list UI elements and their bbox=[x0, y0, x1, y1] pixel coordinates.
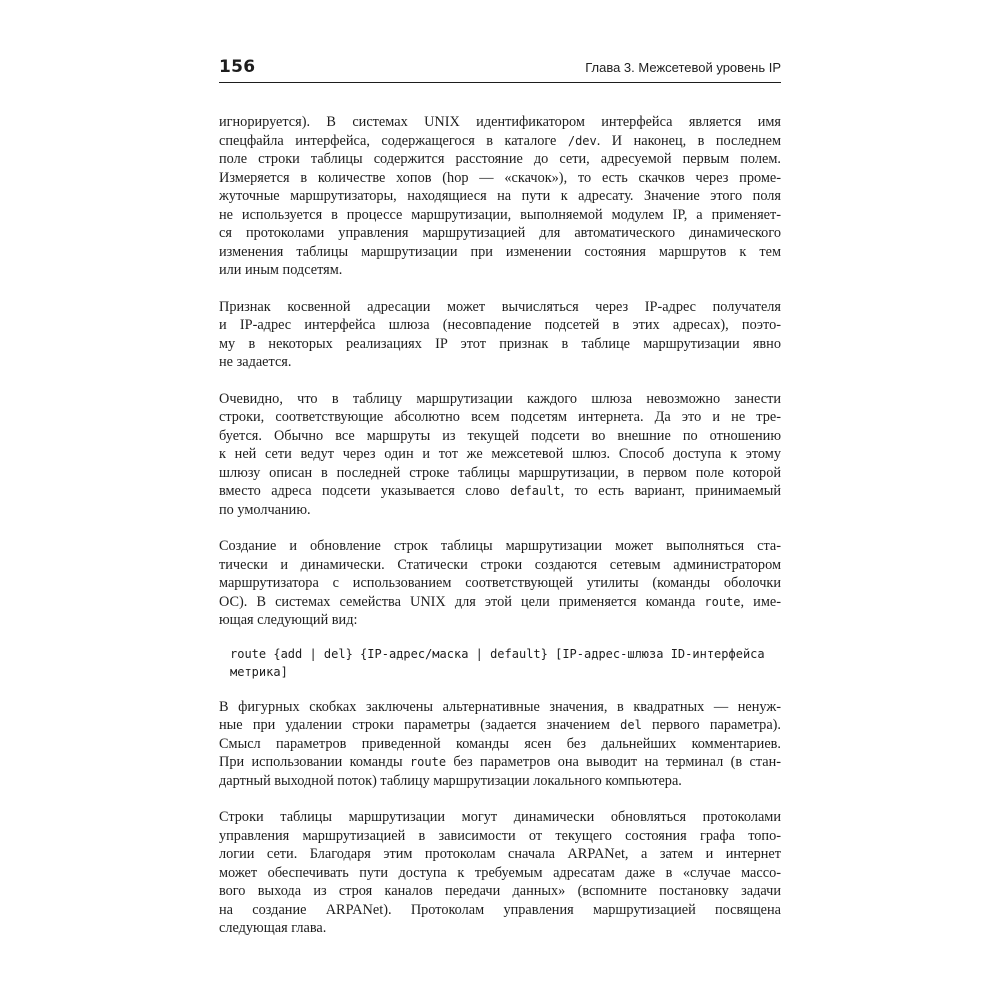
text-line: В фигурных скобках заключены альтернативные значения, в квадратных — ненуж- bbox=[219, 698, 781, 715]
text-segment: первого параметра). bbox=[641, 717, 781, 733]
text-line: игнорируется). В системах UNIX идентификатором интерфейса является имя bbox=[219, 114, 781, 130]
text-line: строки, соответствующие абсолютно всем подсетям интернета. Да это и не тре- bbox=[219, 409, 781, 425]
text-line: маршрутизатора с использованием соответствующей утилиты (команды оболочки bbox=[219, 575, 781, 591]
page-number: 156 bbox=[219, 57, 256, 77]
text-line bbox=[219, 132, 781, 151]
inline-code: route bbox=[704, 594, 741, 609]
text-segment: ОС). В системах семейства UNIX для этой цели применяется команда bbox=[219, 593, 705, 610]
page-body bbox=[219, 113, 781, 956]
text-line bbox=[219, 482, 781, 501]
text-line: к ней сети ведут через один и тот же межсетевой шлюз. Способ доступа к этому bbox=[219, 446, 781, 462]
page-header bbox=[219, 56, 781, 83]
text-line: Смысл параметров приведенной команды ясен без дальнейших комментариев. bbox=[219, 735, 781, 752]
text-line: Измеряется в количестве хопов (hop — «скачок»), то есть скачков через проме- bbox=[219, 169, 781, 186]
paragraph-static-routes bbox=[219, 537, 781, 630]
text-segment: , име- bbox=[740, 593, 781, 610]
text-line bbox=[219, 753, 781, 772]
text-line: управления маршрутизацией в зависимости от текущего состояния графа топо- bbox=[219, 827, 781, 844]
text-line: Создание и обновление строк таблицы маршрутизации может выполняться ста- bbox=[219, 538, 781, 554]
text-line: дартный выходной поток) таблицу маршрутизации локального компьютера. bbox=[219, 772, 682, 789]
text-line: Строки таблицы маршрутизации могут динамически обновляться протоколами bbox=[219, 809, 781, 825]
paragraph-route-parameters bbox=[219, 698, 781, 791]
inline-code: route bbox=[409, 755, 447, 769]
text-line: шлюзу описан в последней строке таблицы маршрутизации, в первом поле которой bbox=[219, 464, 781, 481]
paragraph-default-route bbox=[219, 390, 781, 520]
text-segment: , то есть вариант, принимаемый bbox=[560, 483, 781, 499]
text-segment: спецфайла интерфейса, содержащегося в каталоге bbox=[219, 132, 568, 149]
text-line: и IP-адрес интерфейса шлюза (несовпадение подсетей в этих адресах), поэто- bbox=[219, 317, 781, 333]
text-line: поле строки таблицы содержится расстояние до сети, адресуемой первым полем. bbox=[219, 151, 781, 167]
text-line: следующая глава. bbox=[219, 920, 327, 936]
text-line: жуточные маршрутизаторы, находящиеся на пути к адресату. Значение этого поля bbox=[219, 188, 781, 204]
text-line: буется. Обычно все маршруты из текущей подсети во внешние по отношению bbox=[219, 427, 781, 444]
text-line: тически и динамически. Статически строки создаются сетевым администратором bbox=[219, 556, 781, 573]
route-command-code-block bbox=[230, 645, 781, 681]
text-line bbox=[219, 716, 781, 735]
text-line: или иным подсетям. bbox=[219, 262, 343, 278]
inline-code: default bbox=[510, 484, 561, 498]
text-line: не задается. bbox=[219, 354, 292, 370]
inline-code: /dev bbox=[567, 133, 597, 148]
text-line: на создание ARPANet). Протоколам управления маршрутизацией посвящена bbox=[219, 901, 781, 918]
paragraph-indirect-addressing bbox=[219, 298, 781, 372]
text-segment: При использовании команды bbox=[219, 754, 410, 770]
text-segment: . И наконец, в последнем bbox=[596, 132, 781, 149]
paragraph-dynamic-routes bbox=[219, 808, 781, 938]
text-line: вого выхода из строя каналов передачи данных» (вспомните постановку задачи bbox=[219, 883, 781, 899]
text-line: му в некоторых реализациях IP этот признак в таблице маршрутизации явно bbox=[219, 335, 781, 352]
text-segment: ные при удалении строки параметры (задается значением bbox=[219, 717, 621, 733]
code-line: route {add | del} {IP-адрес/маска | default} [IP-адрес-шлюза ID-интерфейса bbox=[230, 646, 765, 661]
text-line: не используется в процессе маршрутизации, выполняемой модулем IP, а применяет- bbox=[219, 206, 781, 223]
text-line: Очевидно, что в таблицу маршрутизации каждого шлюза невозможно занести bbox=[219, 390, 781, 407]
text-line: ющая следующий вид: bbox=[219, 612, 358, 628]
code-line: метрика] bbox=[230, 664, 288, 679]
running-title: Глава 3. Межсетевой уровень IP bbox=[585, 60, 781, 75]
text-line: по умолчанию. bbox=[219, 501, 311, 518]
text-line: логии сети. Благодаря этим протоколам сначала ARPANet, а затем и интернет bbox=[219, 846, 781, 862]
text-line: ся протоколами управления маршрутизацией для автоматического динамического bbox=[219, 225, 781, 241]
text-segment: без параметров она выводит на терминал (в стан- bbox=[446, 754, 781, 770]
text-line: может обеспечивать пути доступа к требуемым адресатам даже в «случае массо- bbox=[219, 864, 781, 881]
text-line bbox=[219, 593, 781, 612]
inline-code: del bbox=[620, 718, 642, 732]
text-line: Признак косвенной адресации может вычисляться через IP-адрес получателя bbox=[219, 298, 781, 315]
paragraph-interface-identifier bbox=[219, 113, 781, 280]
text-segment: вместо адреса подсети указывается слово bbox=[219, 483, 511, 499]
text-line: изменения таблицы маршрутизации при изменении состояния маршрутов к тем bbox=[219, 243, 781, 260]
